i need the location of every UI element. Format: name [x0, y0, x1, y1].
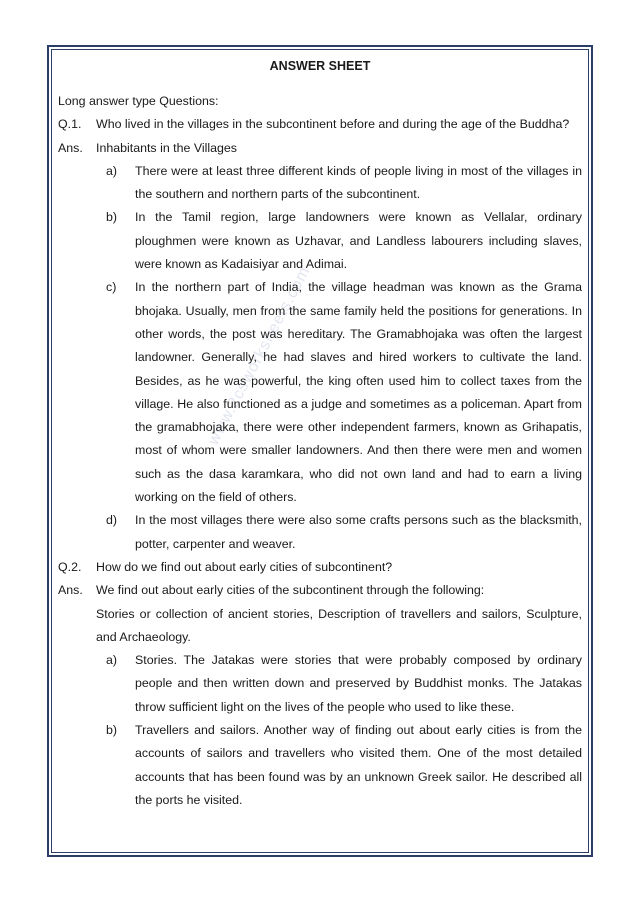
- point-letter: b): [106, 723, 118, 738]
- section-heading: Long answer type Questions:: [58, 94, 219, 108]
- answer-label: Ans.: [58, 583, 83, 598]
- point-text: Travellers and sailors. Another way of finding out about early cities is from the accounts of sailors and travellers who visited them. One of the most detailed accounts that has been found was by an unknown Greek sailor. He described all the ports he visited.: [135, 723, 582, 807]
- answer-intro: We find out about early cities of the subcontinent through the following:: [96, 583, 485, 598]
- question-label: Q.1.: [58, 117, 82, 132]
- watermark: www.2csworksheets.com: [205, 263, 314, 448]
- answer-point: [96, 649, 582, 719]
- question-2: [58, 556, 582, 579]
- question-text: Who lived in the villages in the subcontinent before and during the age of the Buddha?: [96, 117, 570, 132]
- answer-sheet: [58, 56, 582, 812]
- page-title: ANSWER SHEET: [269, 59, 371, 73]
- answer-2: [58, 579, 582, 602]
- answer-point: [96, 276, 582, 509]
- question-label: Q.2.: [58, 559, 82, 574]
- point-text: In the most villages there were also some crafts persons such as the blacksmith, potter, carpenter and weaver.: [135, 513, 582, 551]
- question-text: How do we find out about early cities of subcontinent?: [96, 559, 393, 574]
- point-letter: a): [106, 163, 118, 178]
- answer-point: [96, 719, 582, 812]
- answer-point: [96, 206, 582, 276]
- point-text: In the northern part of India, the village headman was known as the Grama bhojaka. Usually, men from the same family held the positions for generations. In other words, the post was hereditary. The Gramabhojaka was often the largest landowner. Generally, he had slaves and hired workers to cultivate the land. Besides, as he was powerful, the king often used him to collect taxes from the village. He also functioned as a judge and sometimes as a policeman. Apart from the gramabhojaka, there were other independent farmers, known as Grihapatis, most of whom were smaller landowners. And then there were men and women such as the dasa karamkara, who did not own land and had to earn a living working on the field of others.: [135, 280, 582, 505]
- point-letter: c): [106, 280, 117, 295]
- point-text: Stories. The Jatakas were stories that were probably composed by ordinary people and then written down and preserved by Buddhist monks. The Jatakas throw sufficient light on the lives of the people who used to like these.: [135, 653, 582, 714]
- point-text: There were at least three different kinds of people living in most of the villages in the southern and northern parts of the subcontinent.: [135, 163, 582, 202]
- answer-body: Stories or collection of ancient stories, Description of travellers and sailors, Sculpture, and Archaeology.: [96, 606, 582, 644]
- question-1: [58, 113, 582, 136]
- point-letter: b): [106, 210, 118, 225]
- point-letter: d): [106, 513, 118, 528]
- answer-point: [96, 509, 582, 556]
- answer-intro: Inhabitants in the Villages: [96, 140, 237, 155]
- answer-label: Ans.: [58, 140, 83, 155]
- answer-1: [58, 137, 582, 160]
- answer-point: [96, 160, 582, 207]
- point-text: In the Tamil region, large landowners were known as Vellalar, ordinary ploughmen were known as Uzhavar, and Landless labourers including slaves, were known as Kadaisiyar and Adimai.: [135, 210, 582, 272]
- point-letter: a): [106, 653, 118, 668]
